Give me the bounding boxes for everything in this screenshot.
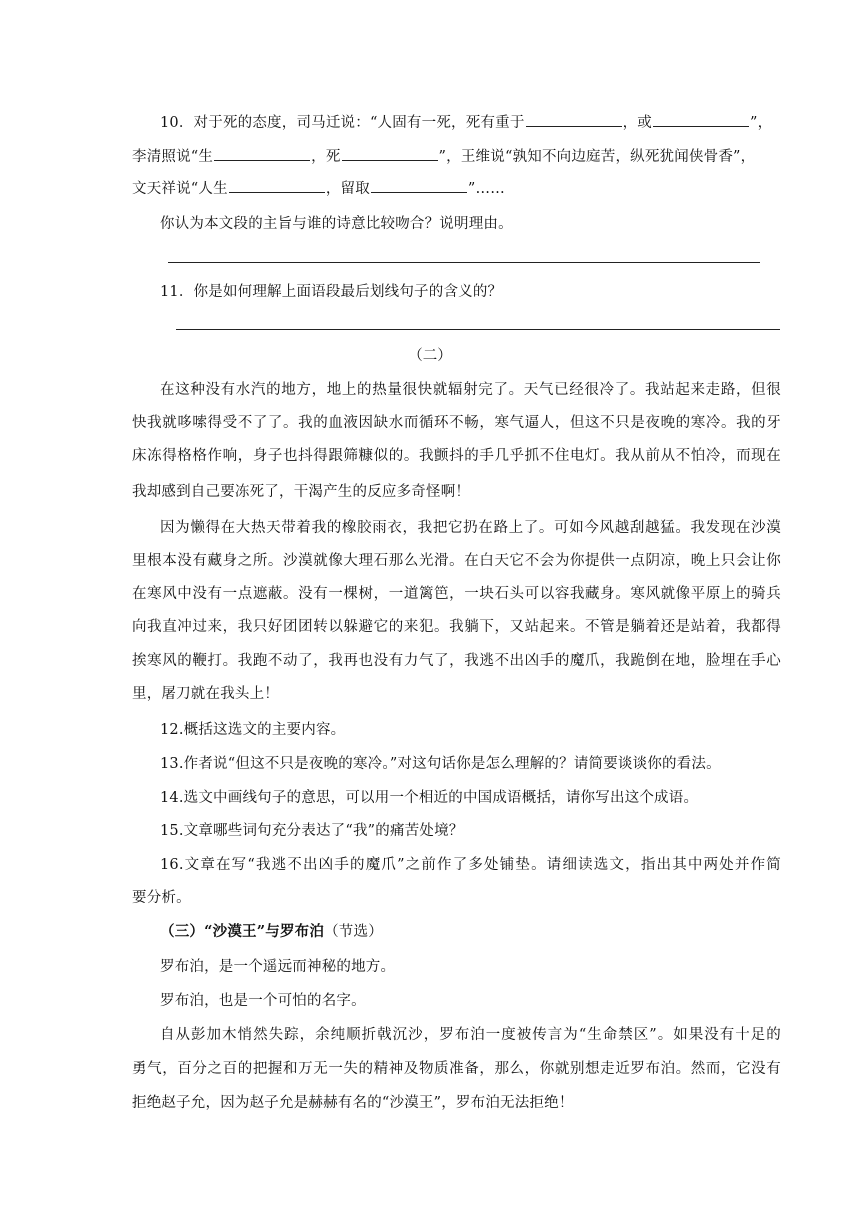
q10-line-3	[132, 178, 505, 199]
q10-text: 李清照说“生	[132, 149, 214, 165]
q11-question: 11．你是如何理解上面语段最后划线句子的含义的？	[160, 284, 503, 300]
q10-text: ”，王维说“孰知不向边庭苦，纵死犹闻侠骨香”，	[438, 149, 756, 165]
section-3-note: （节选）	[324, 924, 383, 940]
paragraph-line: 自从彭加木悄然失踪，余纯顺折戟沉沙，罗布泊一度被传言为“生命禁区”。如果没有十足的	[160, 1027, 781, 1043]
question-13: 13.作者说“但这不只是夜晚的寒冷。”对这句话你是怎么理解的？请简要谈谈你的看法。	[160, 756, 721, 772]
paragraph-line: 勇气，百分之百的把握和万无一失的精神及物质准备，那么，你就别想走近罗布泊。然而，它没有	[132, 1061, 781, 1077]
paragraph-line: 罗布泊，是一个遥远而神秘的地方。	[160, 959, 396, 975]
paragraph-line: 我却感到自己要冻死了，干渴产生的反应多奇怪啊！	[132, 484, 471, 500]
answer-blank[interactable]	[214, 146, 310, 161]
answer-blank[interactable]	[371, 178, 467, 193]
q10-text: ，留取	[325, 181, 370, 197]
paragraph-line: 罗布泊，也是一个可怕的名字。	[160, 993, 366, 1009]
q10-text: ，或	[622, 115, 652, 131]
question-16: 16.文章在写“我逃不出凶手的魔爪”之前作了多处铺垫。请细读选文，指出其中两处并作简	[160, 857, 781, 873]
paragraph-line: 在这种没有水汽的地方，地上的热量很快就辐射完了。天气已经很冷了。我站起来走路，但很	[160, 382, 781, 398]
q10-text: ，死	[311, 149, 341, 165]
paragraph-line: 因为懒得在大热天带着我的橡胶雨衣，我把它扔在路上了。可如今风越刮越猛。我发现在沙漠	[160, 520, 781, 536]
question-15: 15.文章哪些词句充分表达了“我”的痛苦处境？	[160, 823, 464, 839]
paragraph-line: 快我就哆嗦得受不了了。我的血液因缺水而循环不畅，寒气逼人，但这不只是夜晚的寒冷。我的牙	[132, 415, 781, 431]
q10-text: ”……	[467, 181, 505, 197]
section-2-heading: （二）	[408, 348, 452, 364]
q10-text: 10．对于死的态度，司马迁说：“人固有一死，死有重于	[160, 115, 525, 131]
answer-blank[interactable]	[526, 112, 622, 127]
q10-text: 文天祥说“人生	[132, 181, 228, 197]
paragraph-line: 向我直冲过来，我只好团团转以躲避它的来犯。我躺下，又站起来。不管是躺着还是站着，我都得	[132, 619, 781, 635]
q10-text: ”，	[749, 115, 773, 131]
answer-blank[interactable]	[342, 146, 438, 161]
section-3-heading	[160, 922, 383, 942]
q10-line-2	[132, 146, 755, 167]
q10-question: 你认为本文段的主旨与谁的诗意比较吻合？说明理由。	[160, 216, 513, 232]
paragraph-line: 在寒风中没有一点遮蔽。没有一棵树，一道篱笆，一块石头可以容我藏身。寒风就像平原上的骑兵	[132, 586, 781, 602]
answer-blank[interactable]	[229, 178, 325, 193]
answer-line[interactable]	[176, 329, 780, 330]
paragraph-line: 里，屠刀就在我头上！	[132, 686, 279, 702]
paragraph-line: 里根本没有藏身之所。沙漠就像大理石那么光滑。在白天它不会为你提供一点阴凉，晚上只会让你	[132, 553, 781, 569]
section-3-title: （三）“沙漠王”与罗布泊	[160, 923, 325, 940]
paragraph-line: 床冻得格格作响，身子也抖得跟筛糠似的。我颤抖的手几乎抓不住电灯。我从前从不怕冷，而现在	[132, 448, 781, 464]
q10-line-1	[160, 112, 772, 133]
question-12: 12.概括这选文的主要内容。	[160, 722, 346, 738]
answer-line[interactable]	[168, 262, 760, 263]
answer-blank[interactable]	[653, 112, 749, 127]
question-14: 14.选文中画线句子的意思，可以用一个相近的中国成语概括，请你写出这个成语。	[160, 790, 699, 806]
question-16-cont: 要分析。	[132, 890, 191, 906]
paragraph-line: 挨寒风的鞭打。我跑不动了，我再也没有力气了，我逃不出凶手的魔爪，我跪倒在地，脸埋在手心	[132, 653, 781, 669]
paragraph-line: 拒绝赵子允，因为赵子允是赫赫有名的“沙漠王”，罗布泊无法拒绝！	[132, 1095, 574, 1111]
